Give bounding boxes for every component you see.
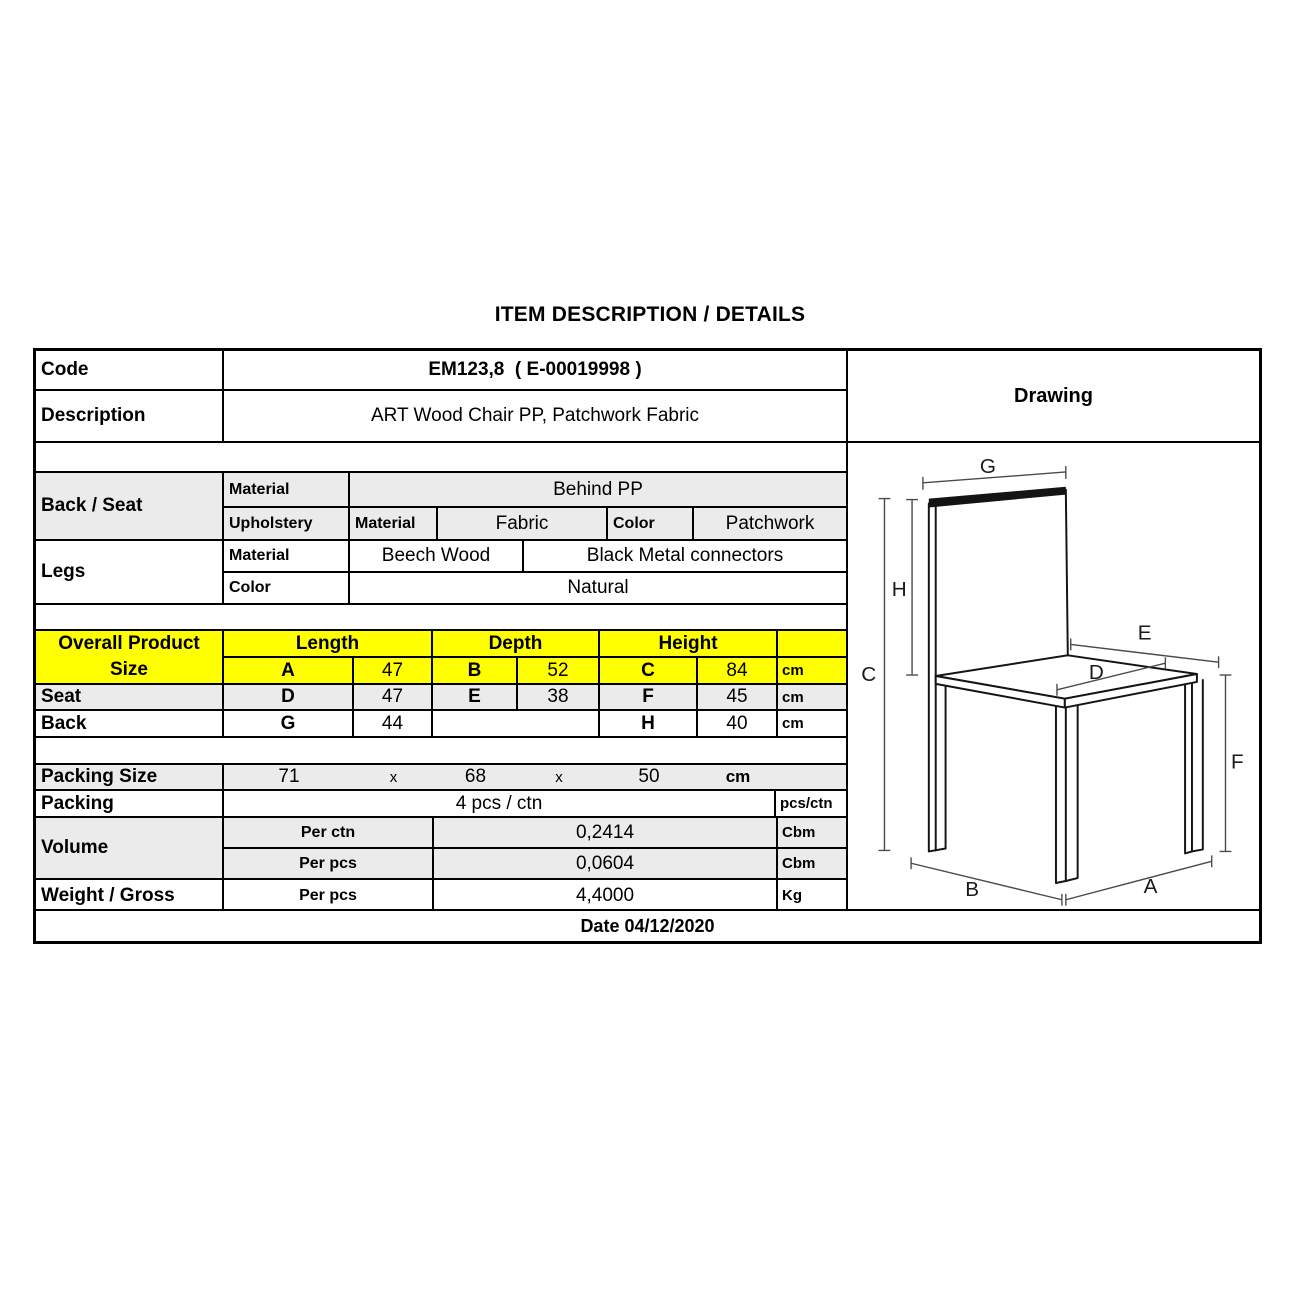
volume-per-pcs-unit: Cbm	[782, 855, 816, 872]
size-header-blank	[778, 631, 846, 656]
overall-size-label-line2: Size	[109, 659, 149, 680]
packing-value: 4 pcs / ctn	[224, 791, 776, 816]
chair	[929, 487, 1203, 883]
legs-color-label: Color	[224, 573, 350, 603]
back-size-row	[36, 711, 846, 738]
packing-size-height: 50	[638, 766, 660, 787]
volume-ctn-row	[224, 818, 846, 849]
packing-size-x: x	[389, 768, 398, 786]
spec-table	[33, 348, 1262, 944]
chair-drawing	[848, 443, 1259, 909]
dim-key: G	[224, 711, 354, 736]
dim-value: 38	[518, 685, 600, 709]
legs-color-value: Natural	[567, 577, 629, 598]
weight-row	[36, 880, 846, 911]
overall-size-label	[36, 631, 224, 683]
material-value: Behind PP	[553, 478, 643, 500]
dim-line-A	[1066, 855, 1212, 905]
date-row	[36, 911, 1259, 941]
dim-line-C	[879, 499, 891, 851]
dim-value: 40	[698, 711, 778, 736]
packing-size-row	[36, 765, 846, 791]
seat-size-row	[36, 685, 846, 711]
packing-size-length: 71	[278, 766, 300, 787]
legs-material-connectors: Black Metal connectors	[586, 545, 784, 566]
weight-value: 4,4000	[434, 880, 778, 911]
legs-label: Legs	[36, 541, 224, 603]
overall-size-row	[224, 658, 846, 683]
weight-label: Weight / Gross	[36, 880, 224, 911]
volume-label: Volume	[36, 818, 224, 878]
table-body	[36, 351, 1259, 911]
dim-label-g: G	[979, 454, 997, 478]
separator-row	[36, 605, 846, 631]
packing-row	[36, 791, 846, 818]
dim-key: B	[433, 658, 518, 683]
dim-key: A	[224, 658, 354, 683]
code-value: EM123,8 ( E-00019998 )	[428, 359, 642, 380]
seat-label: Seat	[36, 685, 224, 709]
dim-unit: cm	[782, 662, 804, 679]
dim-label-e: E	[1137, 621, 1152, 645]
separator-row	[36, 738, 846, 765]
packing-size-depth: 68	[464, 766, 487, 787]
legs-material-label: Material	[224, 541, 350, 571]
depth-header: Depth	[433, 631, 600, 656]
legs-material-wood: Beech Wood	[350, 541, 524, 571]
drawing-header: Drawing	[848, 351, 1259, 443]
back-seat-material-row	[224, 473, 846, 508]
dim-label-b: B	[965, 877, 980, 901]
dim-key: H	[600, 711, 698, 736]
volume-section	[36, 818, 846, 880]
length-header: Length	[224, 631, 433, 656]
description-value: ART Wood Chair PP, Patchwork Fabric	[370, 405, 700, 426]
packing-size-blank	[778, 765, 846, 789]
dim-value: 44	[354, 711, 433, 736]
packing-label: Packing	[36, 791, 224, 816]
height-header: Height	[600, 631, 778, 656]
upholstery-material-label: Material	[350, 508, 438, 539]
weight-per-label: Per pcs	[224, 880, 434, 911]
dim-line-H	[906, 500, 918, 675]
volume-per-ctn-unit: Cbm	[782, 824, 816, 841]
packing-unit: pcs/ctn	[780, 795, 833, 812]
dim-unit: cm	[782, 715, 804, 732]
drawing-column	[848, 351, 1259, 909]
chair-backrest	[936, 490, 1068, 677]
dim-value: 45	[698, 685, 778, 709]
dim-label-f: F	[1230, 750, 1244, 774]
volume-per-ctn-label: Per ctn	[224, 818, 434, 847]
back-size-blank	[433, 711, 600, 736]
volume-per-ctn-value: 0,2414	[434, 818, 778, 847]
legs-section	[36, 541, 846, 605]
dim-line-F	[1220, 675, 1232, 851]
page-title: ITEM DESCRIPTION / DETAILS	[494, 303, 806, 326]
upholstery-color-label: Color	[608, 508, 694, 539]
chair-right-leg	[1185, 680, 1203, 853]
packing-size-x: x	[555, 768, 563, 786]
description-row	[36, 391, 846, 443]
drawing-area	[848, 443, 1259, 909]
dim-label-c: C	[861, 662, 877, 686]
back-label: Back	[36, 711, 224, 736]
upholstery-label: Upholstery	[224, 508, 350, 539]
date-value: Date 04/12/2020	[580, 915, 715, 936]
dim-unit: cm	[782, 688, 804, 706]
packing-size-label: Packing Size	[36, 765, 224, 789]
packing-size-unit: cm	[725, 767, 751, 786]
overall-size-label-line1: Overall Product	[58, 633, 200, 654]
volume-per-pcs-value: 0,0604	[434, 849, 778, 878]
legs-color-row	[224, 573, 846, 603]
upholstery-material-value: Fabric	[438, 508, 608, 539]
upholstery-color-value: Patchwork	[725, 512, 815, 534]
dim-value: 52	[518, 658, 600, 683]
dim-label-h: H	[891, 578, 907, 602]
dim-key: C	[600, 658, 698, 683]
dim-key: D	[224, 685, 354, 709]
back-seat-label: Back / Seat	[36, 473, 224, 539]
dim-key: E	[433, 685, 518, 709]
back-seat-section	[36, 473, 846, 541]
dim-value: 84	[698, 658, 778, 683]
dim-value: 47	[354, 658, 433, 683]
weight-unit: Kg	[782, 887, 802, 904]
size-header-row	[224, 631, 846, 658]
description-label: Description	[36, 391, 224, 441]
material-label: Material	[224, 473, 350, 506]
dim-label-d: D	[1088, 660, 1104, 684]
legs-material-row	[224, 541, 846, 573]
dim-line-B	[911, 857, 1062, 905]
overall-size-section	[36, 631, 846, 685]
volume-per-pcs-label: Per pcs	[224, 849, 434, 878]
dim-value: 47	[354, 685, 433, 709]
code-label: Code	[36, 351, 224, 389]
upholstery-row	[224, 508, 846, 539]
dim-label-a: A	[1143, 874, 1158, 898]
dim-key: F	[600, 685, 698, 709]
spec-grid	[36, 351, 848, 909]
separator-row	[36, 443, 846, 473]
volume-pcs-row	[224, 849, 846, 878]
code-row	[36, 351, 846, 391]
